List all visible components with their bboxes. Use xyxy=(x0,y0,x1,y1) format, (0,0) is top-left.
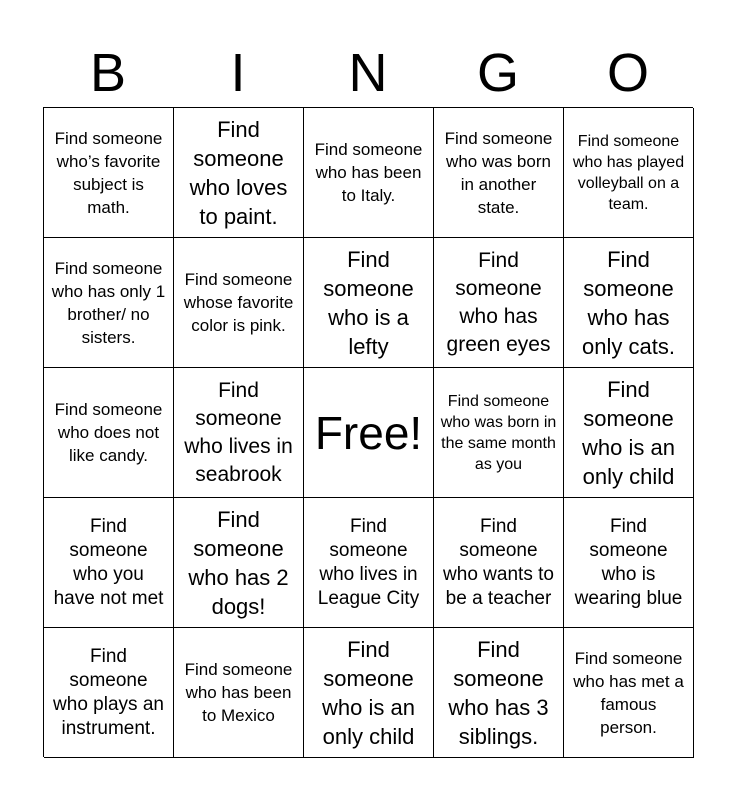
bingo-cell-r1c4 xyxy=(434,108,564,238)
cell-text: Find someone who is a lefty xyxy=(323,246,414,359)
bingo-cell-r5c3 xyxy=(304,628,434,758)
bingo-cell-r1c3 xyxy=(304,108,434,238)
bingo-cell-r5c5 xyxy=(564,628,694,758)
cell-text: Find someone who loves to paint. xyxy=(189,116,288,229)
header-letter-i: I xyxy=(230,43,246,103)
bingo-cell-r3c2 xyxy=(174,368,304,498)
bingo-cell-r5c1 xyxy=(44,628,174,758)
cell-text: Find someone who has been to Mexico xyxy=(184,660,293,725)
header-letter-n: N xyxy=(348,43,388,103)
bingo-cell-r3c3-free xyxy=(304,368,434,498)
bingo-cell-r4c1 xyxy=(44,498,174,628)
cell-text: Find someone who has only 1 brother/ no sisters. xyxy=(51,258,166,347)
free-space-text: Free! xyxy=(314,406,423,459)
bingo-cell-r4c3 xyxy=(304,498,434,628)
cell-text: Find someone who was born in another state. xyxy=(444,128,553,217)
bingo-cell-r1c1 xyxy=(44,108,174,238)
bingo-cell-r2c2 xyxy=(174,238,304,368)
cell-text: Find someone who has 3 siblings. xyxy=(448,636,549,749)
bingo-cell-r5c2 xyxy=(174,628,304,758)
header-letter-b: B xyxy=(89,43,127,103)
cell-text: Find someone who is an only child xyxy=(322,636,415,749)
bingo-header xyxy=(43,40,693,106)
bingo-cell-r2c5 xyxy=(564,238,694,368)
cell-text: Find someone who’s favorite subject is math. xyxy=(54,128,163,217)
bingo-cell-r4c5 xyxy=(564,498,694,628)
cell-text: Find someone who was born in the same month as you xyxy=(440,392,557,473)
cell-text: Find someone who is an only child xyxy=(582,376,675,489)
bingo-cell-r2c4 xyxy=(434,238,564,368)
bingo-cell-r3c4 xyxy=(434,368,564,498)
bingo-cell-r2c3 xyxy=(304,238,434,368)
bingo-cell-r1c5 xyxy=(564,108,694,238)
cell-text: Find someone who has been to Italy. xyxy=(314,140,423,205)
cell-text: Find someone who does not like candy. xyxy=(54,400,163,465)
cell-text: Find someone who has 2 dogs! xyxy=(188,506,289,619)
cell-text: Find someone who has only cats. xyxy=(582,246,675,359)
bingo-cell-r3c1 xyxy=(44,368,174,498)
cell-text: Find someone who has green eyes xyxy=(446,248,551,356)
cell-text: Find someone who you have not met xyxy=(53,515,164,609)
cell-text: Find someone who has met a famous person. xyxy=(573,648,684,737)
cell-text: Find someone who has played volleyball on a team. xyxy=(572,132,685,213)
cell-text: Find someone who lives in seabrook xyxy=(184,378,293,486)
bingo-cell-r3c5 xyxy=(564,368,694,498)
bingo-cell-r4c4 xyxy=(434,498,564,628)
cell-text: Find someone who wants to be a teacher xyxy=(443,515,554,609)
cell-text: Find someone whose favorite color is pink. xyxy=(183,270,294,335)
bingo-cell-r2c1 xyxy=(44,238,174,368)
bingo-cell-r5c4 xyxy=(434,628,564,758)
cell-text: Find someone who is wearing blue xyxy=(574,515,683,609)
bingo-cell-r1c2 xyxy=(174,108,304,238)
bingo-cell-r4c2 xyxy=(174,498,304,628)
bingo-grid xyxy=(43,107,693,757)
header-letter-g: G xyxy=(476,43,519,103)
cell-text: Find someone who plays an instrument. xyxy=(53,645,164,739)
cell-text: Find someone who lives in League City xyxy=(317,515,420,609)
header-letter-o: O xyxy=(606,43,649,103)
